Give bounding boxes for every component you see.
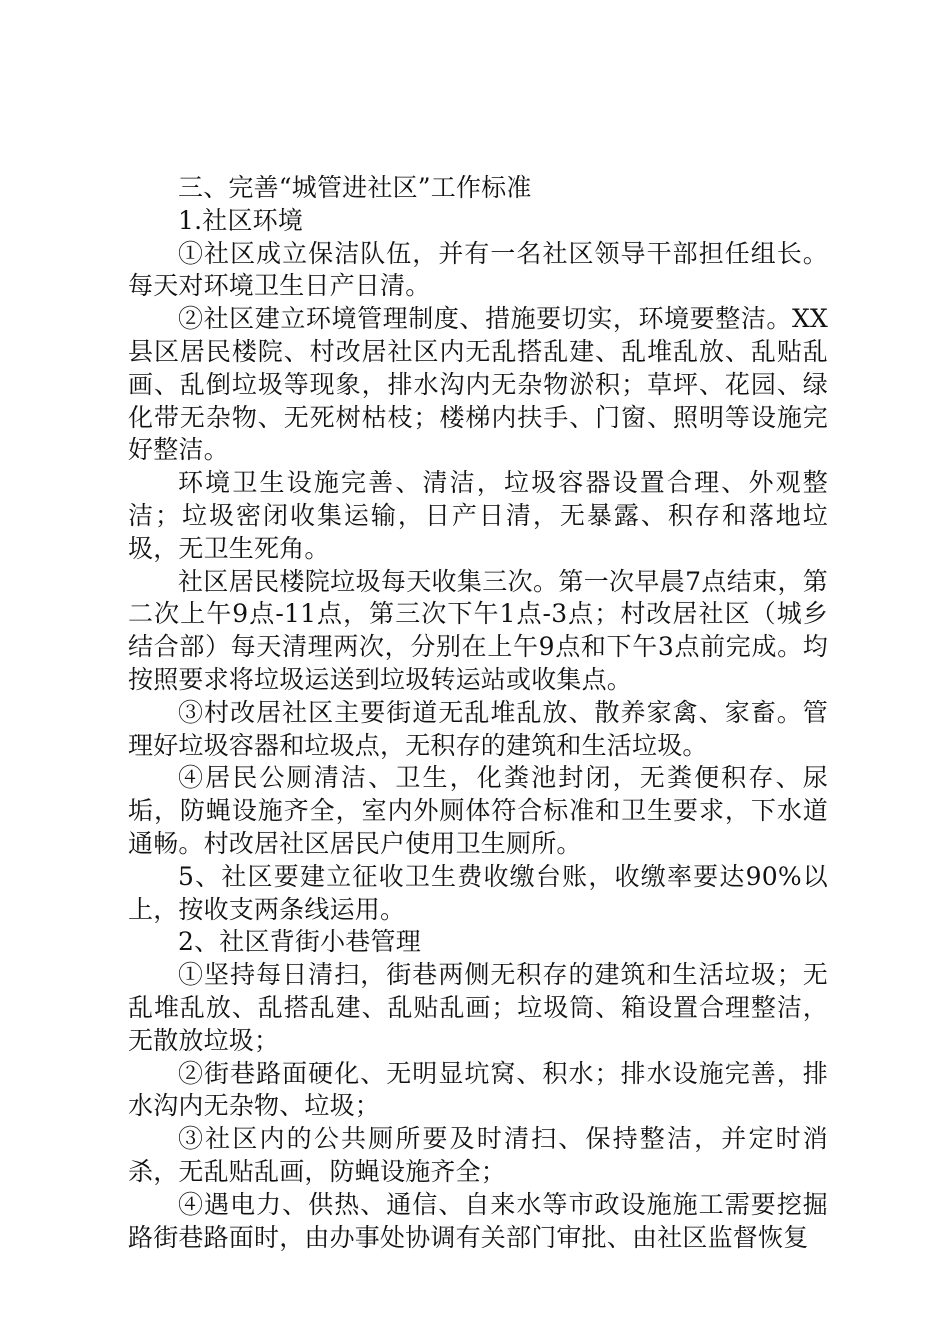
paragraph: ④遇电力、供热、通信、自来水等市政设施施工需要挖掘路街巷路面时，由办事处协调有关部门审批、由社区监督恢复 <box>128 1189 828 1252</box>
subsection-heading: 2、社区背街小巷管理 <box>178 927 421 957</box>
paragraph: ②社区建立环境管理制度、措施要切实，环境要整洁。XX县区居民楼院、村改居社区内无乱搭乱建、乱堆乱放、乱贴乱画、乱倒垃圾等现象，排水沟内无杂物淤积；草坪、花园、绿化带无杂物、无死树枯枝；楼梯内扶手、门窗、照明等设施完好整洁。 <box>128 304 828 465</box>
document-body <box>128 172 828 1254</box>
paragraph: 社区居民楼院垃圾每天收集三次。第一次早晨7点结束，第二次上午9点-11点，第三次下午1点-3点；村改居社区（城乡结合部）每天清理两次，分别在上午9点和下午3点前完成。均按照要求将垃圾运送到垃圾转运站或收集点。 <box>128 566 828 694</box>
paragraph: ④居民公厕清洁、卫生，化粪池封闭，无粪便积存、尿垢，防蝇设施齐全，室内外厕体符合标准和卫生要求，下水道通畅。村改居社区居民户使用卫生厕所。 <box>128 763 828 858</box>
paragraph: ③社区内的公共厕所要及时清扫、保持整洁，并定时消杀，无乱贴乱画，防蝇设施齐全； <box>128 1124 828 1186</box>
section-heading: 三、完善“城管进社区”工作标准 <box>178 173 532 202</box>
paragraph: ①社区成立保洁队伍，并有一名社区领导干部担任组长。每天对环境卫生日产日清。 <box>128 238 828 301</box>
paragraph: ②街巷路面硬化、无明显坑窝、积水；排水设施完善，排水沟内无杂物、垃圾； <box>128 1058 828 1121</box>
subsection-heading: 1.社区环境 <box>178 205 304 235</box>
paragraph: 环境卫生设施完善、清洁，垃圾容器设置合理、外观整洁；垃圾密闭收集运输，日产日清，无暴露、积存和落地垃圾，无卫生死角。 <box>128 468 828 563</box>
paragraph: ①坚持每日清扫，街巷两侧无积存的建筑和生活垃圾；无乱堆乱放、乱搭乱建、乱贴乱画；垃圾筒、箱设置合理整洁，无散放垃圾； <box>128 960 828 1055</box>
paragraph: 5、社区要建立征收卫生费收缴台账，收缴率要达90%以上，按收支两条线运用。 <box>128 861 828 924</box>
paragraph: ③村改居社区主要街道无乱堆乱放、散养家禽、家畜。管理好垃圾容器和垃圾点，无积存的建筑和生活垃圾。 <box>128 697 828 760</box>
